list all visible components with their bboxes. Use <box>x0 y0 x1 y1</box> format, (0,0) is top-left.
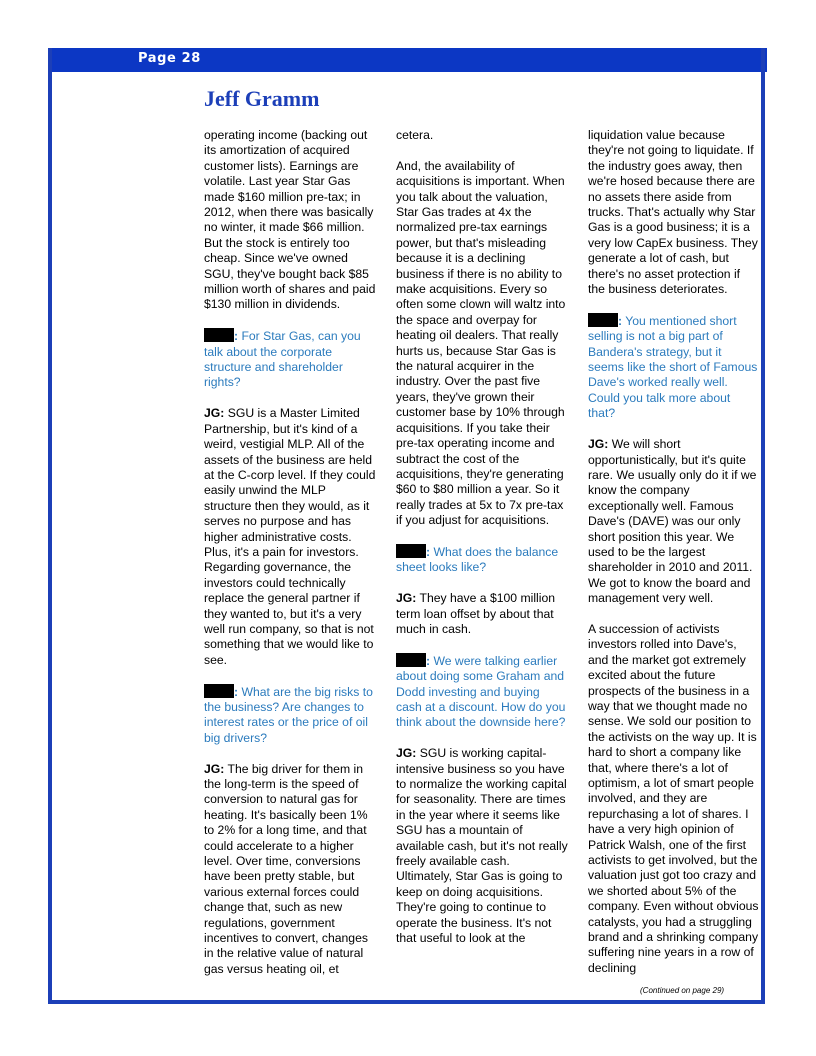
answer: JG: The big driver for them in the long-term is the speed of conversion to natural gas for heating. It's basically been 1% to 2% for a long time, and that could accelerate to a higher level. Over time, conversions have been pretty stable, but various external forces could change that, such as new regulations, government incentives to convert, changes in the relative value of natural gas versus heating oil, et <box>204 761 368 976</box>
answer: JG: SGU is working capital-intensive business so you have to normalize the working capital for seasonality. There are times in the year where it seems like SGU has a mountain of available cash, but it's not really freely available cash. Ultimately, Star Gas is going to keep on doing acquisitions. They're going to continue to operate the business. It's not that useful to look at the <box>396 746 568 946</box>
question: : We were talking earlier about doing some Graham and Dodd investing and buying cash at a discount. How do you think about the downside here? <box>396 653 566 730</box>
question: : For Star Gas, can you talk about the corporate structure and shareholder rights? <box>204 329 361 390</box>
redaction-box <box>204 684 234 698</box>
question: : What are the big risks to the business? Are changes to interest rates or the price of oil big drivers? <box>204 684 373 745</box>
answer: JG: We will short opportunistically, but it's quite rare. We usually only do it if we know the company exceptionally well. Famous Dave's (DAVE) was our only short position this year. We used to be the largest shareholder in 2010 and 2011. We got to know the board and management very well. <box>588 437 757 606</box>
paragraph: operating income (backing out its amortization of acquired customer lists). Earnings are volatile. Last year Star Gas made $160 million pre-tax; in 2012, when there was basically no winter, it made $66 million. But the stock is entirely too cheap. Since we've owned SGU, they've bought back $85 million worth of shares and paid $130 million in dividends. <box>204 128 376 312</box>
column-1 <box>204 128 376 993</box>
paragraph: cetera. <box>396 128 434 142</box>
answer: JG: They have a $100 million term loan offset by about that much in cash. <box>396 591 555 636</box>
question: : You mentioned short selling is not a big part of Bandera's strategy, but it seems like the short of Famous Dave's worked really well. Could you talk more about that? <box>588 313 758 421</box>
redaction-box <box>588 313 618 327</box>
continued-note: (Continued on page 29) <box>640 986 725 995</box>
paragraph: A succession of activists investors rolled into Dave's, and the market got extremely excited about the future prospects of the business in a way that we thought made no sense. We sold our position to the activists on the way up. It is hard to short a company like that, where there's a lot of optimism, a lot of smart people involved, and they are repurchasing a lot of shares. I have a very high opinion of Patrick Walsh, one of the first activists to get involved, but the valuation just got too crazy and we shorted about 5% of the company. Even without obvious catalysts, you had a struggling brand and a shrinking company suffering nine years in a row of declining <box>588 621 759 975</box>
column-2 <box>396 128 568 962</box>
question: : What does the balance sheet looks like? <box>396 544 559 575</box>
article-title: Jeff Gramm <box>204 86 320 111</box>
redaction-box <box>396 544 426 558</box>
paragraph: liquidation value because they're not going to liquidate. If the industry goes away, then we're hosed because there are no assets there aside from trucks. That's actually why Star Gas is a good business; it is a very low CapEx business. They generate a lot of cash, but there's no asset protection if the business deteriorates. <box>588 128 758 297</box>
redaction-box <box>396 653 426 667</box>
page-number: Page 28 <box>138 51 201 66</box>
answer: JG: SGU is a Master Limited Partnership, but it's kind of a weird, vestigial MLP. All of the assets of the business are held at the C-corp level. If they could easily unwind the MLP structure then they would, as it serves no purpose and has higher administrative costs. Plus, it's a pain for investors. Regarding governance, the investors could technically replace the general partner if they wanted to, but it's a very well run company, so that is not something that we would like to see. <box>204 406 376 667</box>
paragraph: And, the availability of acquisitions is important. When you talk about the valuation, Star Gas trades at 4x the normalized pre-tax earnings power, but that's misleading because it is a declining business if there is no ability to make acquisitions. Every so often some clown will waltz into the space and overpay for heating oil dealers. That really hurts us, because Star Gas is the natural acquirer in the industry. Over the past five years, they've grown their customer base by 10% through acquisitions. If you take their pre-tax operating income and subtract the cost of the acquisitions, they're generating $60 to $80 million a year. So it really trades at 5x to 7x pre-tax if you adjust for acquisitions. <box>396 158 566 528</box>
column-3 <box>588 128 760 992</box>
redaction-box <box>204 328 234 342</box>
